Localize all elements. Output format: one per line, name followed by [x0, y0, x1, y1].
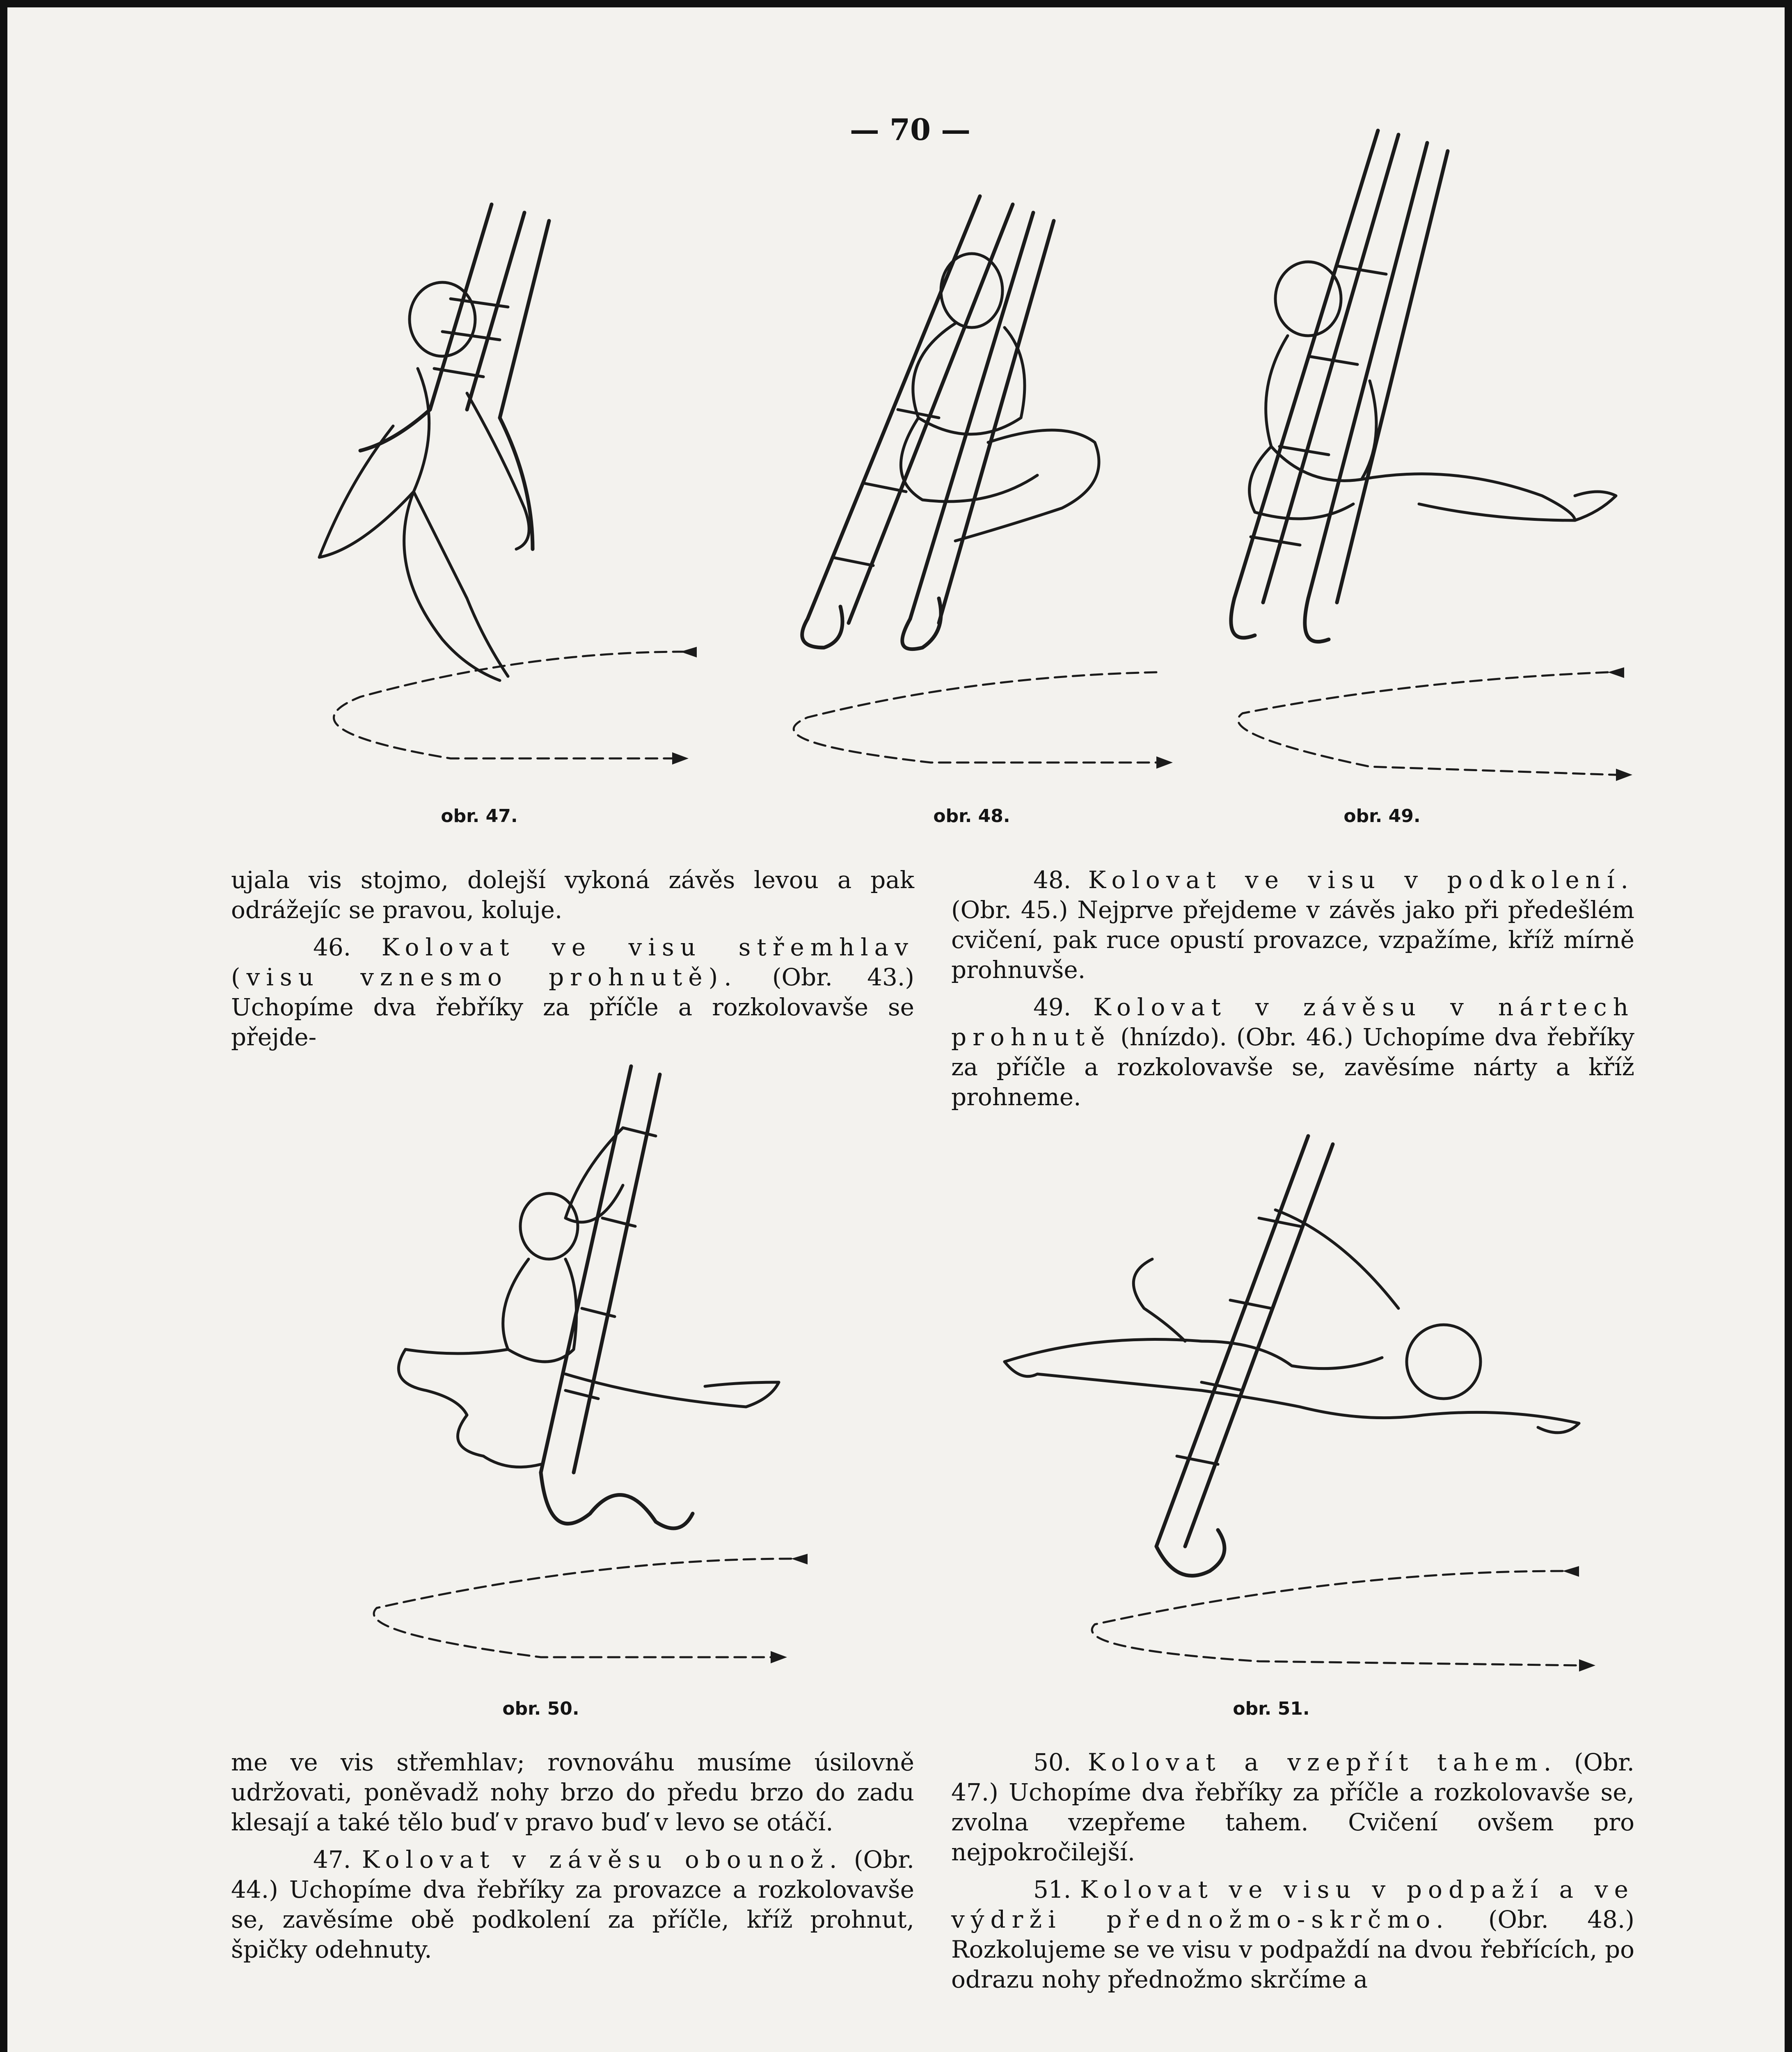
exercise-body: (Obr. 44.) Uchopíme dva řebříky za provazce a rozkolovavše se, zavěsíme obě podkolení za příčle, kříž prohnut, špičky odehnuty. — [231, 1846, 915, 1963]
exercise-title: Kolovat ve visu střemhlav (visu vznesmo prohnutě). — [231, 933, 914, 991]
figure-47-illustration — [237, 196, 709, 771]
paragraph-50 — [951, 1747, 1634, 1867]
exercise-title: Kolovat ve visu v podkolení. — [1088, 866, 1634, 894]
exercise-title: Kolovat a vzepřít tahem. — [1087, 1748, 1558, 1776]
figure-51-caption: obr. 51. — [1233, 1698, 1310, 1719]
paragraph-48 — [951, 865, 1634, 985]
figure-48-illustration — [725, 188, 1185, 771]
text-column-upper-right — [951, 865, 1634, 1120]
exercise-number: 50. — [1033, 1748, 1071, 1776]
exercise-body: (Obr. 45.) Nejprve přejdeme v závěs jako při předešlém cvičení, pak ruce opustí provazce, vzpažíme, kříž mírně prohnuvše. — [951, 896, 1634, 984]
page-number: — 70 — — [849, 112, 971, 147]
figure-50-illustration — [336, 1062, 849, 1702]
paragraph-49 — [951, 992, 1634, 1112]
exercise-body: (Obr. 43.) Uchopíme dva řebříky za příčle a rozkolovavše se přejde- — [231, 963, 914, 1051]
text-column-lower-left — [231, 1747, 914, 1972]
figure-51-illustration — [972, 1128, 1636, 1702]
figure-47-caption: obr. 47. — [441, 806, 518, 827]
exercise-number: 47. — [313, 1846, 351, 1873]
paragraph-continuation: ujala vis stojmo, dolejší vykoná závěs levou a pak odrážejíc se pravou, koluje. — [231, 866, 914, 924]
exercise-body: (Obr. 48.) Rozkolujeme se ve visu v podpaždí na dvou řebřících, po odrazu nohy přednožmo skrčíme a — [951, 1905, 1634, 1993]
figure-49-caption: obr. 49. — [1343, 806, 1421, 827]
paragraph-51 — [951, 1875, 1634, 1995]
exercise-body: (hnízdo). (Obr. 46.) Uchopíme dva řebříky za příčle a rozkolovavše se, zavěsíme nárty a kříž prohneme. — [951, 1023, 1634, 1111]
text-column-upper-left — [231, 865, 914, 1060]
exercise-number: 46. — [313, 933, 351, 961]
paragraph-continuation: me ve vis střemhlav; rovnováhu musíme úsilovně udržovati, poněvadž nohy brzo do předu brzo do zadu klesají a také tělo buď v pravo buď v levo se otáčí. — [231, 1748, 914, 1836]
figure-48-caption: obr. 48. — [933, 806, 1010, 827]
exercise-number: 51. — [1033, 1876, 1071, 1903]
paragraph-46 — [231, 932, 914, 1052]
exercise-body: (Obr. 47.) Uchopíme dva řebříky za příčle a rozkolovavše se, zvolna vzepřeme tahem. Cvičení ovšem pro nejpokročilejší. — [951, 1748, 1634, 1866]
exercise-number: 48. — [1033, 866, 1071, 894]
figure-50-caption: obr. 50. — [502, 1698, 579, 1719]
exercise-title: Kolovat ve visu v podpaží a ve výdrži přednožmo-skrčmo. — [951, 1876, 1635, 1933]
exercise-title: Kolovat v závěsu obounož. — [362, 1846, 843, 1873]
exercise-title: Kolovat v závěsu v nártech prohnutě — [951, 993, 1634, 1051]
paragraph-47 — [231, 1845, 914, 1965]
text-column-lower-right — [951, 1747, 1634, 2002]
figure-49-illustration — [1206, 126, 1657, 787]
exercise-number: 49. — [1033, 993, 1071, 1021]
